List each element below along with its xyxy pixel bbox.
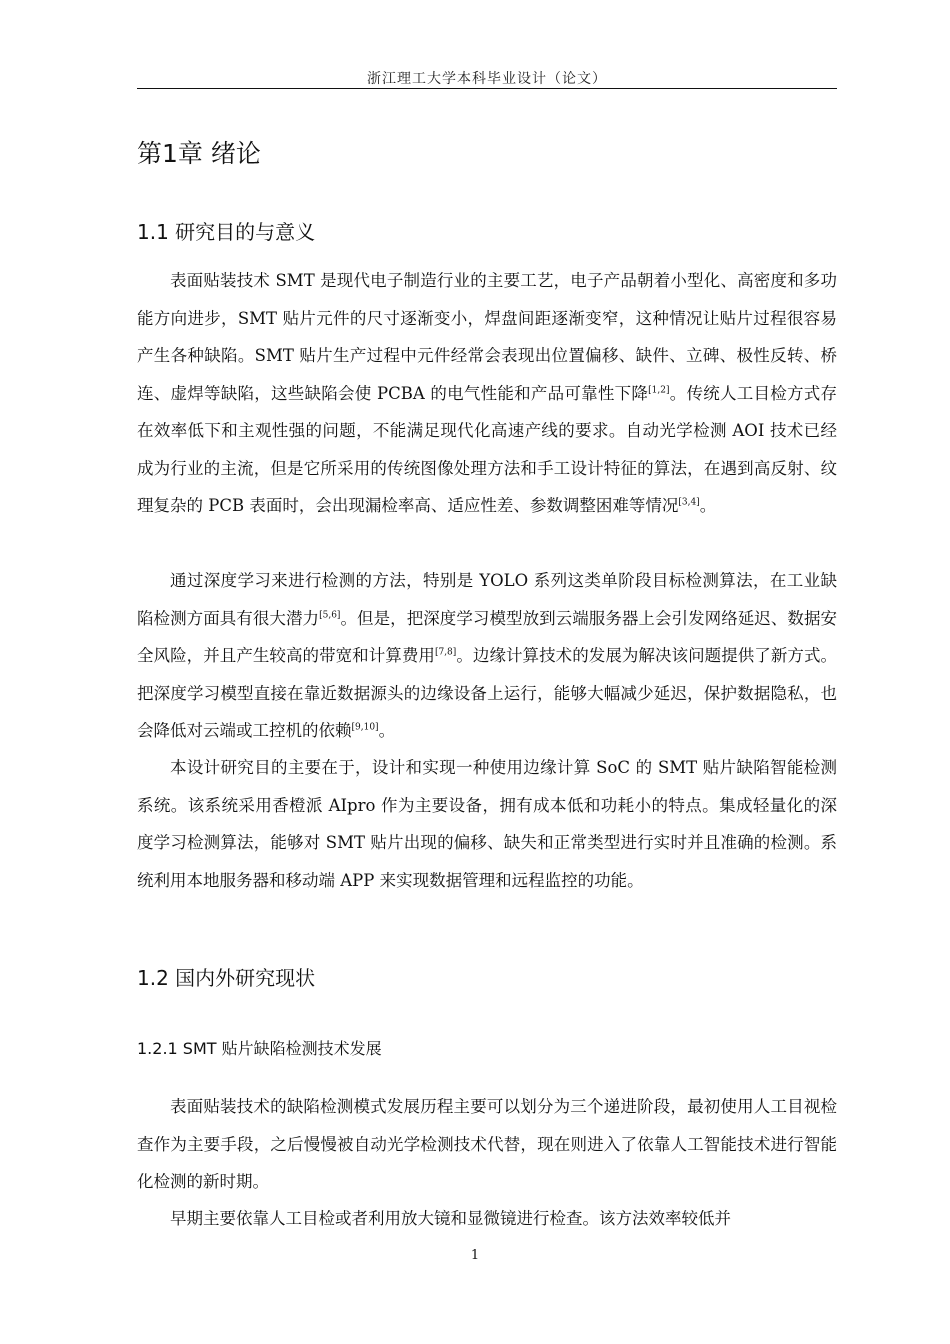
paragraph-2-text-a: 通过深度学习来进行检测的方法，特别是 YOLO 系列这类单阶段目标检测算法，在工业缺陷检测方面具有很大潜力 xyxy=(137,571,837,628)
citation-5-6: [5,6] xyxy=(319,610,341,620)
citation-1-2: [1,2] xyxy=(648,385,670,395)
paragraph-1-text-a: 表面贴装技术 SMT 是现代电子制造行业的主要工艺，电子产品朝着小型化、高密度和多功能方向进步，SMT 贴片元件的尺寸逐渐变小，焊盘间距逐渐变窄，这种情况让贴片过程很容易产生各种缺陷。SMT 贴片生产过程中元件经常会表现出位置偏移、缺件、立碑、极性反转、桥连、虚焊等缺陷，这些缺陷会使 PCBA 的电气性能和产品可靠性下降 xyxy=(137,271,837,403)
paragraph-2-text-c: 。边缘计算技术的发展为解决该问题提供了新方式。把深度学习模型直接在靠近数据源头的边缘设备上运行，能够大幅减少延迟，保护数据隐私，也会降低对云端或工控机的依赖 xyxy=(137,646,838,740)
chapter-title: 第1章 绪论 xyxy=(137,139,261,168)
paragraph-4: 表面贴装技术的缺陷检测模式发展历程主要可以划分为三个递进阶段，最初使用人工目视检查作为主要手段，之后慢慢被自动光学检测技术代替，现在则进入了依靠人工智能技术进行智能化检测的新时期。 xyxy=(137,1097,837,1191)
page-number: 1 xyxy=(470,1248,480,1263)
running-header: 浙江理工大学本科毕业设计（论文） xyxy=(367,71,607,87)
paragraph-3: 本设计研究目的主要在于，设计和实现一种使用边缘计算 SoC 的 SMT 贴片缺陷智能检测系统。该系统采用香橙派 AIpro 作为主要设备，拥有成本低和功耗小的特点。集成轻量化的深度学习检测算法，能够对 SMT 贴片出现的偏移、缺失和正常类型进行实时并且准确的检测。系统利用本地服务器和移动端 APP 来实现数据管理和远程监控的功能。 xyxy=(137,758,837,890)
paragraph-1-text-b: 。传统人工目检方式存在效率低下和主观性强的问题，不能满足现代化高速产线的要求。自动光学检测 AOI 技术已经成为行业的主流，但是它所采用的传统图像处理方法和手工设计特征的算法，在遇到高反射、纹理复杂的 PCB 表面时，会出现漏检率高、适应性差、参数调整困难等情况 xyxy=(137,383,838,515)
paragraph-5: 早期主要依靠人工目检或者利用放大镜和显微镜进行检查。该方法效率较低并 xyxy=(170,1209,731,1228)
paragraph-1-text-c: 。 xyxy=(699,496,717,515)
paragraph-2 xyxy=(137,562,837,750)
paragraph-1 xyxy=(137,262,837,525)
paragraph-2-text-d: 。 xyxy=(378,721,396,740)
section-heading-1-1: 1.1 研究目的与意义 xyxy=(137,220,316,244)
subsection-heading-1-2-1: 1.2.1 SMT 贴片缺陷检测技术发展 xyxy=(137,1039,382,1058)
section-heading-1-2: 1.2 国内外研究现状 xyxy=(137,966,316,990)
paragraph-2-text-b: 。但是，把深度学习模型放到云端服务器上会引发网络延迟、数据安全风险，并且产生较高的带宽和计算费用 xyxy=(137,608,838,665)
citation-9-10: [9,10] xyxy=(351,722,379,733)
header-rule xyxy=(137,88,837,89)
citation-7-8: [7,8] xyxy=(434,647,457,658)
citation-3-4: [3,4] xyxy=(678,497,700,508)
